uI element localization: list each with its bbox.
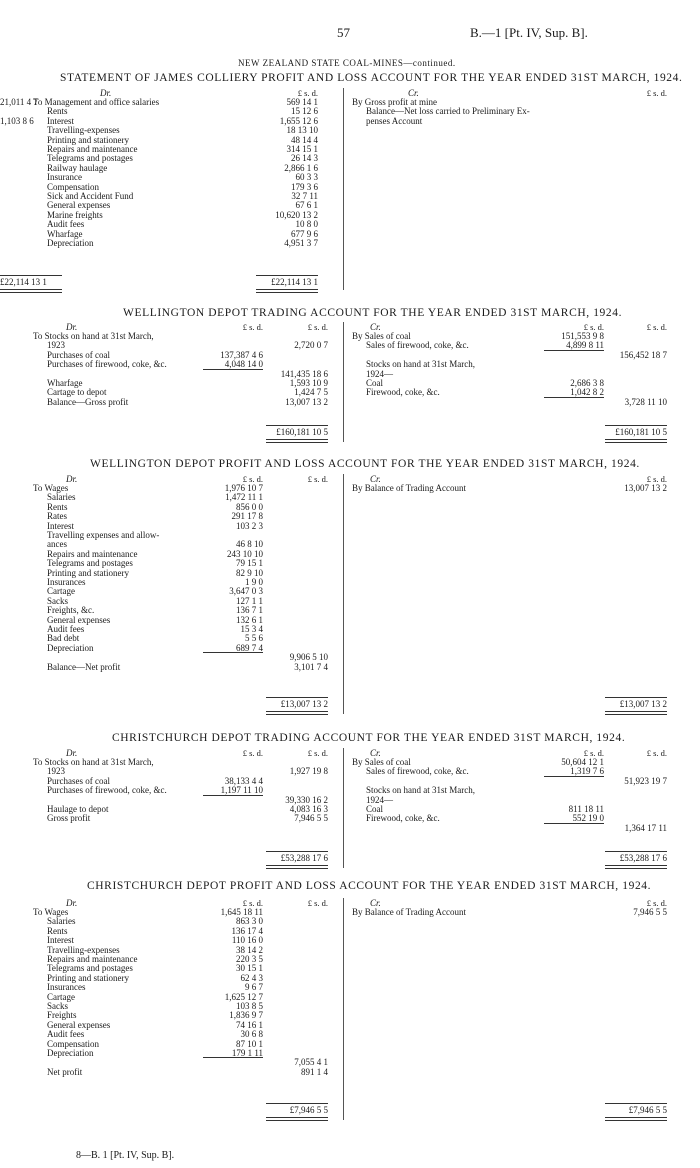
- subtotal-rule: [266, 1103, 328, 1104]
- line-item-amount: 3,647 0 3: [229, 586, 263, 597]
- line-item-amount: 87 10 1: [236, 1038, 263, 1049]
- total-rule: [266, 1117, 328, 1121]
- line-item-label: To Management and office salaries: [33, 97, 160, 107]
- line-item-label: Marine freights: [47, 209, 103, 220]
- line-item-label: To Wages: [33, 483, 69, 493]
- line-item-amount: 136 7 1: [236, 605, 263, 616]
- line-item-amount: 30 15 1: [236, 963, 263, 974]
- line-item-label: Insurances: [47, 982, 86, 993]
- subtotal-rule: [256, 275, 318, 276]
- cr-label: Cr.: [370, 898, 381, 908]
- subtotal-rule: [266, 697, 328, 698]
- subtotal-rule: [266, 425, 328, 426]
- line-item-amount: 179 3 6: [291, 181, 318, 192]
- line-item-amount: 179 1 11: [231, 1048, 263, 1058]
- line-item-label: Repairs and maintenance: [47, 144, 138, 154]
- line-item-amount: 1,655 12 6: [279, 115, 318, 126]
- line-item-amount: 1,927 19 8: [289, 766, 328, 777]
- line-item-label: Balance—Net loss carried to Preliminary Ex-: [366, 106, 530, 117]
- amount-header: £ s. d.: [307, 898, 328, 908]
- line-item-amount: 30 6 8: [240, 1029, 263, 1040]
- line-item-label: By Balance of Trading Account: [352, 907, 466, 917]
- line-item-amount: 9 6 7: [245, 982, 263, 993]
- line-item-amount: 136 17 4: [231, 925, 263, 936]
- line-item-amount: 13,007 13 2: [285, 396, 328, 407]
- line-item-amount: 18 13 10: [286, 125, 318, 136]
- line-item-label: Interest: [47, 935, 74, 946]
- line-item-label: 1924—: [366, 794, 393, 805]
- line-item-label: Sales of firewood, coke, &c.: [366, 340, 469, 351]
- continued-heading: NEW ZEALAND STATE COAL-MINES—continued.: [238, 58, 456, 68]
- line-item-label: General expenses: [47, 1019, 111, 1030]
- line-item-label: 1923: [47, 340, 65, 351]
- total-rule: [605, 1117, 667, 1121]
- line-item-label: Repairs and maintenance: [47, 954, 138, 964]
- right-total: £22,114 13 1: [0, 277, 47, 287]
- dr-label: Dr.: [66, 322, 78, 332]
- line-item-label: Travelling-expenses: [47, 125, 120, 136]
- line-item-label: Audit fees: [47, 624, 85, 634]
- line-item-amount: 110 16 0: [231, 935, 263, 946]
- line-item-amount: 677 9 6: [291, 228, 318, 239]
- amount-header: £ s. d.: [307, 748, 328, 758]
- line-item-amount: 39,330 16 2: [285, 794, 328, 805]
- section-title: CHRISTCHURCH DEPOT PROFIT AND LOSS ACCOUNT FOR THE YEAR ENDED 31ST MARCH, 1924.: [87, 880, 652, 892]
- page-reference: B.—1 [Pt. IV, Sup. B].: [470, 25, 588, 40]
- line-item-amount: 48 14 4: [291, 134, 318, 145]
- line-item-amount: 13,007 13 2: [624, 483, 667, 493]
- line-item-amount: 141,435 18 6: [280, 368, 328, 379]
- line-item-amount: 10 8 0: [295, 219, 318, 230]
- section-title: CHRISTCHURCH DEPOT TRADING ACCOUNT FOR THE YEAR ENDED 31ST MARCH, 1924.: [112, 732, 626, 744]
- line-item-amount: 38,133 4 4: [224, 775, 263, 786]
- line-item-label: Sales of firewood, coke, &c.: [366, 766, 469, 777]
- cr-label: Cr.: [370, 474, 381, 484]
- dr-label: Dr.: [66, 748, 78, 758]
- line-item-amount: 151,553 9 8: [561, 331, 604, 341]
- column-divider: [343, 88, 344, 290]
- line-item-amount: 1,836 9 7: [229, 1010, 263, 1021]
- line-item-amount: 74 16 1: [236, 1019, 263, 1030]
- line-item-amount: 4,899 8 11: [566, 340, 604, 351]
- line-item-label: Insurance: [47, 172, 82, 183]
- line-item-label: To Stocks on hand at 31st March,: [33, 331, 154, 341]
- line-item-label: Interest: [47, 520, 74, 531]
- line-item-amount: 60 3 3: [295, 172, 318, 183]
- amount-header: £ s. d.: [242, 748, 263, 758]
- subtotal-rule: [203, 1057, 263, 1058]
- line-item-label: Telegrams and postages: [47, 558, 133, 569]
- subtotal-rule: [544, 776, 604, 777]
- line-item-amount: 1,319 7 6: [570, 766, 604, 777]
- line-item-label: Haulage to depot: [47, 804, 109, 814]
- page-footer: 8—B. 1 [Pt. IV, Sup. B].: [76, 1150, 175, 1161]
- line-item-label: 1923: [47, 766, 65, 777]
- line-item-amount: 1,042 8 2: [570, 387, 604, 398]
- line-item-label: Telegrams and postages: [47, 963, 133, 974]
- line-item-label: Freights, &c.: [47, 605, 95, 616]
- amount-header: £ s. d.: [297, 88, 318, 98]
- amount-header: £ s. d.: [646, 898, 667, 908]
- line-item-label: Cartage: [47, 991, 75, 1002]
- column-divider: [343, 322, 344, 442]
- line-item-amount: 67 6 1: [295, 200, 318, 211]
- line-item-label: Audit fees: [47, 219, 85, 230]
- line-item-amount: 1,625 12 7: [224, 991, 263, 1002]
- right-total: £13,007 13 2: [619, 699, 667, 709]
- line-item-amount: 3,101 7 4: [294, 661, 328, 672]
- total-rule: [605, 711, 667, 715]
- line-item-amount: 1,424 7 5: [294, 387, 328, 398]
- line-item-amount: 856 0 0: [236, 501, 263, 512]
- line-item-amount: 4,951 3 7: [284, 238, 318, 248]
- line-item-amount: 1,976 10 7: [224, 483, 263, 493]
- line-item-amount: 220 3 5: [236, 954, 263, 964]
- line-item-label: 1924—: [366, 368, 393, 379]
- line-item-amount: 4,048 14 0: [224, 359, 263, 370]
- line-item-label: Wharfage: [47, 378, 83, 388]
- section-title: WELLINGTON DEPOT PROFIT AND LOSS ACCOUNT FOR THE YEAR ENDED 31ST MARCH, 1924.: [90, 458, 640, 470]
- line-item-amount: 3,728 11 10: [624, 396, 667, 407]
- subtotal-rule: [203, 652, 263, 653]
- line-item-label: Salaries: [47, 916, 76, 927]
- line-item-amount: 569 14 1: [286, 97, 318, 107]
- line-item-amount: 552 19 0: [572, 813, 604, 824]
- line-item-amount: 103 8 5: [236, 1001, 263, 1011]
- line-item-label: Compensation: [47, 181, 99, 192]
- line-item-label: Purchases of coal: [47, 349, 110, 360]
- amount-header: £ s. d.: [307, 474, 328, 484]
- line-item-label: Rents: [47, 501, 68, 512]
- line-item-label: To Wages: [33, 907, 69, 917]
- subtotal-rule: [605, 851, 667, 852]
- line-item-label: To Stocks on hand at 31st March,: [33, 757, 154, 767]
- line-item-label: Purchases of firewood, coke, &c.: [47, 785, 167, 796]
- line-item-amount: 103 2 3: [236, 520, 263, 531]
- line-item-label: Wharfage: [47, 228, 83, 239]
- column-divider: [343, 474, 344, 714]
- right-total: £160,181 10 5: [615, 427, 667, 437]
- left-total: £160,181 10 5: [276, 427, 328, 437]
- line-item-label: Purchases of coal: [47, 775, 110, 786]
- subtotal-rule: [544, 397, 604, 398]
- line-item-amount: 15 12 6: [291, 106, 318, 117]
- line-item-label: By Gross profit at mine: [352, 97, 437, 107]
- total-rule: [605, 865, 667, 869]
- column-divider: [343, 898, 344, 1120]
- line-item-amount: 10,620 13 2: [275, 209, 318, 220]
- line-item-amount: 7,946 5 5: [294, 813, 328, 824]
- line-item-amount: 137,387 4 6: [220, 349, 263, 360]
- line-item-label: Rates: [47, 511, 67, 522]
- line-item-amount: 4,083 16 3: [289, 804, 328, 814]
- line-item-amount: 863 3 0: [236, 916, 263, 927]
- line-item-label: Travelling-expenses: [47, 944, 120, 955]
- line-item-label: Printing and stationery: [47, 567, 129, 578]
- line-item-amount: 291 17 8: [231, 511, 263, 522]
- line-item-amount: 2,686 3 8: [570, 378, 604, 388]
- line-item-amount: 82 9 10: [236, 567, 263, 578]
- line-item-amount: 79 15 1: [236, 558, 263, 569]
- amount-header: £ s. d.: [242, 474, 263, 484]
- line-item-amount: 9,906 5 10: [289, 652, 328, 663]
- line-item-label: Railway haulage: [47, 162, 108, 173]
- line-item-label: Cartage: [47, 586, 75, 597]
- line-item-label: Balance—Net profit: [47, 661, 121, 672]
- subtotal-rule: [203, 795, 263, 796]
- line-item-amount: 46 8 10: [236, 539, 263, 550]
- line-item-label: Interest: [47, 115, 74, 126]
- amount-header: £ s. d.: [646, 322, 667, 332]
- line-item-label: Rents: [47, 106, 68, 117]
- total-rule: [605, 439, 667, 443]
- line-item-amount: 1,364 17 11: [624, 822, 667, 833]
- subtotal-rule: [605, 1103, 667, 1104]
- line-item-amount: 15 3 4: [240, 624, 263, 634]
- subtotal-rule: [0, 275, 62, 276]
- line-item-label: By Balance of Trading Account: [352, 483, 466, 493]
- line-item-label: penses Account: [366, 115, 423, 126]
- line-item-label: Cartage to depot: [47, 387, 107, 398]
- line-item-amount: 62 4 3: [240, 972, 263, 983]
- line-item-amount: 127 1 1: [236, 595, 263, 606]
- amount-header: £ s. d.: [242, 322, 263, 332]
- amount-header: £ s. d.: [646, 748, 667, 758]
- subtotal-rule: [203, 369, 263, 370]
- line-item-label: Balance—Gross profit: [47, 396, 129, 407]
- left-total: £53,288 17 6: [280, 853, 328, 863]
- line-item-label: Freights: [47, 1010, 77, 1021]
- subtotal-rule: [605, 697, 667, 698]
- line-item-amount: 1 9 0: [245, 577, 263, 587]
- line-item-label: Firewood, coke, &c.: [366, 387, 440, 398]
- line-item-label: Depreciation: [47, 1048, 94, 1058]
- line-item-label: Firewood, coke, &c.: [366, 813, 440, 824]
- subtotal-rule: [605, 425, 667, 426]
- line-item-label: Depreciation: [47, 238, 94, 248]
- line-item-label: By Sales of coal: [352, 331, 411, 341]
- line-item-amount: 243 10 10: [227, 548, 263, 559]
- total-rule: [266, 865, 328, 869]
- subtotal-rule: [544, 350, 604, 351]
- amount-header: £ s. d.: [646, 474, 667, 484]
- line-item-label: Coal: [366, 804, 383, 814]
- line-item-amount: 156,452 18 7: [619, 349, 667, 360]
- left-total: £7,946 5 5: [289, 1105, 328, 1115]
- page-number: 57: [337, 25, 350, 40]
- line-item-amount: 1,645 18 11: [220, 907, 263, 917]
- amount-header: £ s. d.: [583, 322, 604, 332]
- line-item-amount: 2,866 1 6: [284, 162, 318, 173]
- cr-label: Cr.: [370, 322, 381, 332]
- line-item-amount: 689 7 4: [236, 642, 263, 653]
- line-item-label: Purchases of firewood, coke, &c.: [47, 359, 167, 370]
- line-item-label: Sick and Accident Fund: [47, 191, 134, 201]
- left-total: £22,114 13 1: [271, 277, 318, 287]
- line-item-label: Repairs and maintenance: [47, 548, 138, 559]
- line-item-amount: 38 14 2: [236, 944, 263, 955]
- cr-label: Cr.: [370, 748, 381, 758]
- column-divider: [343, 748, 344, 868]
- line-item-label: Salaries: [47, 492, 76, 503]
- line-item-amount: 5 5 6: [245, 633, 263, 644]
- section-title: WELLINGTON DEPOT TRADING ACCOUNT FOR THE YEAR ENDED 31ST MARCH, 1924.: [123, 307, 623, 319]
- line-item-label: Rents: [47, 925, 68, 936]
- line-item-amount: 132 6 1: [236, 614, 263, 625]
- section-title: STATEMENT OF JAMES COLLIERY PROFIT AND LOSS ACCOUNT FOR THE YEAR ENDED 31ST MARCH, 1924.: [60, 72, 683, 84]
- line-item-label: Printing and stationery: [47, 134, 129, 145]
- line-item-amount: 891 1 4: [301, 1066, 328, 1077]
- line-item-amount: 26 14 3: [291, 153, 318, 164]
- line-item-label: General expenses: [47, 614, 111, 625]
- line-item-amount: 50,604 12 1: [561, 757, 604, 767]
- line-item-label: ances: [47, 539, 67, 550]
- line-item-label: Printing and stationery: [47, 972, 129, 983]
- line-item-amount: 314 15 1: [286, 144, 318, 154]
- line-item-label: General expenses: [47, 200, 111, 211]
- line-item-amount: 2,720 0 7: [294, 340, 328, 351]
- line-item-label: Stocks on hand at 31st March,: [366, 359, 475, 370]
- subtotal-rule: [266, 851, 328, 852]
- amount-header: £ s. d.: [583, 748, 604, 758]
- amount-header: £ s. d.: [646, 88, 667, 98]
- line-item-label: Depreciation: [47, 642, 94, 653]
- amount-header: £ s. d.: [242, 898, 263, 908]
- line-item-label: Gross profit: [47, 813, 91, 824]
- dr-label: Dr.: [66, 898, 78, 908]
- line-item-label: Sacks: [47, 595, 68, 606]
- left-total: £13,007 13 2: [280, 699, 328, 709]
- total-rule: [266, 711, 328, 715]
- line-item-amount: 7,055 4 1: [294, 1057, 328, 1068]
- line-item-label: Bad debt: [47, 633, 80, 644]
- right-total: £53,288 17 6: [619, 853, 667, 863]
- line-item-label: By Sales of coal: [352, 757, 411, 767]
- line-item-amount: 32 7 11: [291, 191, 318, 201]
- line-item-label: Coal: [366, 378, 383, 388]
- line-item-amount: 1,103 8 6: [0, 115, 34, 126]
- dr-label: Dr.: [66, 474, 78, 484]
- total-rule: [266, 439, 328, 443]
- line-item-label: Compensation: [47, 1038, 99, 1049]
- cr-label: Cr.: [408, 88, 419, 98]
- total-rule: [0, 289, 62, 293]
- right-total: £7,946 5 5: [628, 1105, 667, 1115]
- subtotal-rule: [544, 823, 604, 824]
- line-item-label: Net profit: [47, 1066, 83, 1077]
- line-item-label: Audit fees: [47, 1029, 85, 1040]
- line-item-amount: 1,472 11 1: [225, 492, 263, 503]
- line-item-label: Travelling expenses and allow-: [47, 530, 160, 540]
- amount-header: £ s. d.: [307, 322, 328, 332]
- line-item-label: Telegrams and postages: [47, 153, 133, 164]
- line-item-amount: 21,011 4 7: [0, 97, 38, 107]
- total-rule: [256, 289, 318, 293]
- dr-label: Dr.: [100, 88, 112, 98]
- line-item-amount: 1,197 11 10: [220, 785, 263, 796]
- line-item-amount: 7,946 5 5: [633, 907, 667, 917]
- line-item-label: Stocks on hand at 31st March,: [366, 785, 475, 796]
- line-item-amount: 51,923 19 7: [624, 775, 667, 786]
- line-item-label: Insurances: [47, 577, 86, 587]
- line-item-amount: 1,593 10 9: [289, 378, 328, 388]
- line-item-label: Sacks: [47, 1001, 68, 1011]
- line-item-amount: 811 18 11: [568, 804, 604, 814]
